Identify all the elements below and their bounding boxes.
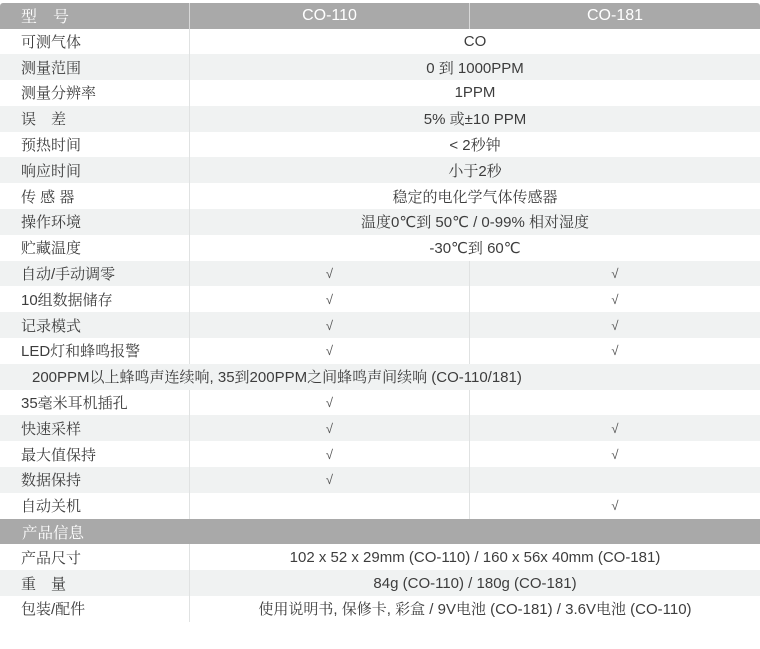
note-text: 200PPM以上蜂鸣声连续响, 35到200PPM之间蜂鸣声间续响 (CO-110/181): [32, 369, 522, 387]
spec-row: [0, 570, 760, 596]
feature-check-co181: √: [611, 420, 619, 436]
feature-row-label: 自动/手动调零: [0, 261, 190, 287]
spec-row-label: 贮藏温度: [0, 235, 190, 261]
feature-row: [0, 467, 760, 493]
spec-row-value: 1PPM: [454, 84, 496, 102]
feature-row-label: 10组数据储存: [0, 286, 190, 312]
feature-check-co110: √: [190, 415, 470, 441]
spec-row: [0, 209, 760, 235]
feature-row-label: 快速采样: [0, 415, 190, 441]
spec-row-label: 可测气体: [0, 29, 190, 55]
feature-row: [0, 286, 760, 312]
spec-row: [0, 235, 760, 261]
table-header-row: [0, 3, 760, 29]
feature-row: [0, 493, 760, 519]
spec-row-label: 重 量: [0, 570, 190, 596]
spec-row: [0, 596, 760, 622]
feature-check-co110: √: [190, 261, 470, 287]
feature-check-co181: √: [611, 266, 619, 282]
spec-row-label: 操作环境: [0, 209, 190, 235]
feature-row: [0, 261, 760, 287]
spec-row: [0, 80, 760, 106]
feature-check-co181: √: [611, 317, 619, 333]
feature-check-co110: [190, 493, 470, 519]
feature-check-co181: √: [611, 343, 619, 359]
header-col-co110: CO-110: [190, 3, 470, 29]
feature-check-co181: √: [611, 446, 619, 462]
spec-row-value: -30℃到 60℃: [429, 240, 521, 258]
feature-check-co181: √: [611, 498, 619, 514]
feature-check-co110: √: [190, 286, 470, 312]
feature-row-label: 自动关机: [0, 493, 190, 519]
spec-row-label: 误 差: [0, 106, 190, 132]
spec-row-value: 102 x 52 x 29mm (CO-110) / 160 x 56x 40mm (CO-181): [289, 548, 661, 566]
feature-check-co110: √: [190, 441, 470, 467]
spec-row-value: < 2秒钟: [449, 137, 501, 155]
spec-row-label: 响应时间: [0, 157, 190, 183]
feature-row: [0, 415, 760, 441]
feature-row: [0, 338, 760, 364]
note-row: [0, 364, 760, 390]
spec-row: [0, 132, 760, 158]
product-spec-table: [0, 3, 760, 622]
feature-check-co110: √: [190, 338, 470, 364]
spec-row-value: 温度0℃到 50℃ / 0-99% 相对湿度: [361, 214, 589, 232]
header-model-label: 型 号: [0, 3, 190, 29]
section-header-row: [0, 519, 760, 545]
spec-row: [0, 106, 760, 132]
feature-row-label: 35毫米耳机插孔: [0, 390, 190, 416]
feature-row-label: LED灯和蜂鸣报警: [0, 338, 190, 364]
spec-row: [0, 544, 760, 570]
feature-row: [0, 441, 760, 467]
feature-check-co181: [470, 390, 760, 416]
feature-check-co110: √: [190, 312, 470, 338]
spec-row-label: 包装/配件: [0, 596, 190, 622]
spec-row: [0, 157, 760, 183]
header-col-co181: CO-181: [586, 6, 644, 24]
spec-row: [0, 29, 760, 55]
feature-row-label: 最大值保持: [0, 441, 190, 467]
spec-row: [0, 54, 760, 80]
feature-row-label: 数据保持: [0, 467, 190, 493]
spec-row-value: CO: [463, 32, 487, 50]
spec-row-label: 传 感 器: [0, 183, 190, 209]
spec-row: [0, 183, 760, 209]
spec-row-value: 稳定的电化学气体传感器: [392, 188, 558, 206]
feature-row-label: 记录模式: [0, 312, 190, 338]
spec-row-value: 84g (CO-110) / 180g (CO-181): [373, 574, 577, 592]
spec-row-value: 0 到 1000PPM: [426, 59, 524, 77]
section-title: 产品信息: [22, 524, 85, 542]
spec-row-label: 预热时间: [0, 132, 190, 158]
feature-row: [0, 390, 760, 416]
spec-row-value: 小于2秒: [448, 162, 502, 180]
feature-check-co181: [470, 467, 760, 493]
feature-row: [0, 312, 760, 338]
spec-row-label: 测量分辨率: [0, 80, 190, 106]
spec-row-value: 使用说明书, 保修卡, 彩盒 / 9V电池 (CO-181) / 3.6V电池 (CO-110): [258, 601, 692, 619]
feature-check-co181: √: [611, 291, 619, 307]
feature-check-co110: √: [190, 390, 470, 416]
feature-check-co110: √: [190, 467, 470, 493]
spec-row-label: 产品尺寸: [0, 544, 190, 570]
spec-row-value: 5% 或±10 PPM: [423, 111, 527, 129]
spec-row-label: 测量范围: [0, 54, 190, 80]
